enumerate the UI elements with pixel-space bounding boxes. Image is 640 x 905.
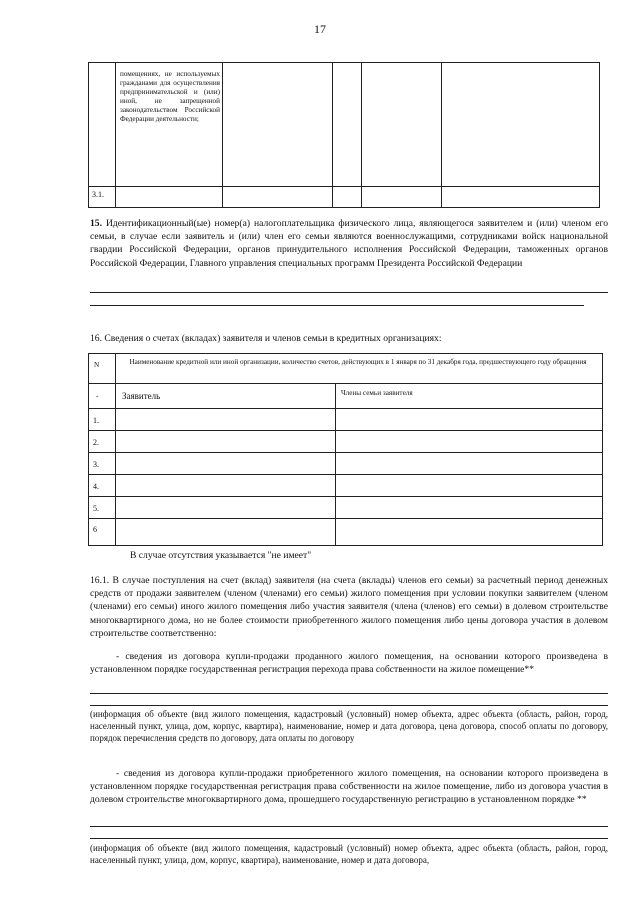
- item-sold-answer-line: [90, 693, 608, 694]
- table-row-number: 6: [93, 525, 97, 534]
- column-header-applicant: Заявитель: [122, 391, 161, 401]
- item-purchased-caption: (информация об объекте (вид жилого помещения, кадастровый (условный) номер объекта, адрес объекта (область, район, город, населенный пункт, улица, дом, корпус, квартира), наименование, номер и дата договора,: [90, 843, 608, 865]
- section-16-1-item-purchased: - сведения из договора купли-продажи приобретенного жилого помещения, на основании которого произведена в установленном порядке государственная регистрация права собственности на жилое помещение, либо из договора участия в долевом строительстве многоквартирного дома, прошедшего государственную регистрацию в установленном порядке **: [90, 768, 608, 806]
- item-purchased-answer-line-2: [90, 838, 608, 839]
- section-16-1-item-sold: - сведения из договора купли-продажи проданного жилого помещения, на основании которого произведена в установленном порядке государственная регистрация перехода права собственности на жилое помещение**: [90, 651, 608, 676]
- table-row-number: 2.: [93, 438, 99, 447]
- section-15-answer-line: [90, 292, 608, 293]
- item-sold-caption: (информация об объекте (вид жилого помещения, кадастровый (условный) номер объекта, адрес объекта (область, район, город, населенный пункт, улица, дом, корпус, квартира), наименование, номер и дата договора, цена договора, способ оплаты по договору, порядок перечисления средств по договору, дата оплаты по договору: [90, 709, 608, 743]
- table-row-divider: [88, 383, 603, 384]
- table-row-number: 3.: [93, 460, 99, 469]
- table-row-label: 3.1.: [92, 190, 104, 199]
- item-purchased-answer-line: [90, 826, 608, 827]
- section-15-text: [90, 217, 608, 270]
- table-row-number: 1.: [93, 416, 99, 425]
- table-row-divider: [88, 186, 600, 187]
- section-15-answer-line-2: [90, 305, 584, 306]
- accounts-note: В случае отсутствия указывается "не имеет": [130, 550, 312, 561]
- table-row-number: 4.: [93, 482, 99, 491]
- item-sold-answer-line-2: [90, 705, 608, 706]
- table-row-divider: [88, 430, 603, 431]
- column-header-number: N: [94, 361, 100, 369]
- column-header-dash: -: [96, 392, 99, 400]
- table-row-divider: [88, 518, 603, 519]
- page-number: 17: [314, 22, 326, 36]
- table-row-divider: [88, 474, 603, 475]
- column-header-organization: Наименование кредитной или иной организации, количество счетов, действующих в 1 января по 31 декабря года, предшествующего году обращения: [129, 358, 587, 366]
- table-row-divider: [88, 452, 603, 453]
- table-row-divider: [88, 408, 603, 409]
- previous-section-table: [88, 62, 600, 208]
- table-row-number: 5.: [93, 504, 99, 513]
- section-15-body: Идентификационный(ые) номер(а) налогоплательщика физического лица, являющегося заявителем и (или) членом его семьи, в случае если заявитель и (или) член его семьи являются военнослужащими, сотрудниками войск национальной гвардии Российской Федерации, органов принудительного исполнения Российской Федерации, таможенных органов Российской Федерации, Главного управления специальных программ Президента Российской Федерации: [90, 218, 608, 269]
- section-15-number: 15.: [90, 218, 102, 229]
- column-header-family: Члены семьи заявителя: [341, 389, 413, 397]
- section-16-1-text: 16.1. В случае поступления на счет (вклад) заявителя (на счета (вклады) членов его семьи) за расчетный период денежных средств от продажи заявителем (членом (членами) его семьи) жилого помещения при условии покупки заявителем (членом (членами) его семьи) иного жилого помещения либо участия заявителя (члена (членов) его семьи) в долевом строительстве многоквартирного дома, но не более стоимости приобретенного жилого помещения либо цены договора участия в долевом строительстве соответственно:: [90, 575, 608, 639]
- section-16-heading: 16. Сведения о счетах (вкладах) заявителя и членов семьи в кредитных организациях:: [90, 333, 442, 344]
- table-row-divider: [88, 496, 603, 497]
- accounts-table: [88, 353, 603, 546]
- table-cell-text: помещениях, не используемых гражданами для осуществления предпринимательской и (или) иной, не запрещенной законодательством Российской Федерации деятельности;: [120, 70, 220, 123]
